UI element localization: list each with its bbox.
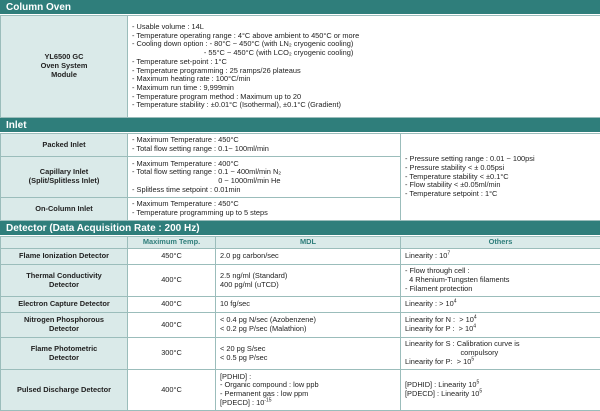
inlet-shared-specs: - Pressure setting range : 0.01 ~ 100psi - Pressure stability < ± 0.05psi - Temperature stability < ±0.1°C - Flow stability < ±0.05ml/min - Temperature setpoint : 1°C (401, 134, 600, 221)
spec-line: - Temperature stability : ±0.01°C (Isothermal), ±0.1°C (Gradient) (132, 101, 596, 110)
detector-temp: 450°C (128, 249, 216, 265)
table-row (1, 313, 600, 338)
detector-table (0, 236, 600, 411)
detector-name: Flame Ionization Detector (1, 249, 128, 265)
spec-line: - Temperature operating range : 4°C above ambient to 450°C or more (132, 32, 596, 41)
detector-heading: Detector (Data Acquisition Rate : 200 Hz) (0, 221, 600, 236)
spec-line: - Usable volume : 14L (132, 23, 596, 32)
column-oven-heading: Column Oven (0, 0, 600, 15)
detector-col-others: Others (401, 237, 600, 249)
table-row (1, 297, 600, 313)
detector-col-name (1, 237, 128, 249)
capillary-inlet-specs: - Maximum Temperature : 400°C - Total flow setting range : 0.1 ~ 400ml/min N₂ 0 ~ 1000ml/min He - Splitless time setpoint : 0.01min (128, 157, 401, 198)
detector-temp: 300°C (128, 338, 216, 370)
detector-name: Thermal Conductivity Detector (1, 265, 128, 297)
detector-col-mdl: MDL (216, 237, 401, 249)
detector-temp: 400°C (128, 313, 216, 338)
spec-line: - Temperature programming : 25 ramps/26 plateaus (132, 67, 596, 76)
detector-name: Electron Capture Detector (1, 297, 128, 313)
detector-temp: 400°C (128, 297, 216, 313)
table-row (1, 338, 600, 370)
spec-line: - Cooling down option : - 80°C ~ 450°C (with LN₂ cryogenic cooling) (132, 40, 596, 49)
on-column-inlet-specs: - Maximum Temperature : 450°C - Temperature programming up to 5 steps (128, 198, 401, 221)
detector-others: Linearity : $10^7$ (401, 249, 600, 265)
spec-line: - Maximum heating rate : 100°C/min (132, 75, 596, 84)
detector-others: Linearity for N : > $10^4$ Linearity for P : > $10^4$ (401, 313, 600, 338)
detector-temp: 400°C (128, 370, 216, 411)
table-row (1, 265, 600, 297)
on-column-inlet-label: On-Column Inlet (1, 198, 128, 221)
detector-mdl: 2.5 ng/ml (Standard) 400 pg/ml (uTCD) (216, 265, 401, 297)
detector-name: Flame Photometric Detector (1, 338, 128, 370)
inlet-table (0, 133, 600, 221)
spec-line: - Temperature set-point : 1°C (132, 58, 596, 67)
detector-temp: 400°C (128, 265, 216, 297)
detector-others: Linearity for S : Calibration curve is compulsory Linearity for P: > $10^5$ (401, 338, 600, 370)
detector-others: [PDHID] : Linearity $10^5$ [PDECD] : Linearity $10^5$ (401, 370, 600, 411)
detector-mdl: 2.0 pg carbon/sec (216, 249, 401, 265)
detector-name: Pulsed Discharge Detector (1, 370, 128, 411)
table-row (1, 249, 600, 265)
spec-line: - Maximum run time : 9,999min (132, 84, 596, 93)
spec-line: - Temperature program method : Maximum up to 20 (132, 93, 596, 102)
detector-others: Linearity : > $10^4$ (401, 297, 600, 313)
detector-name: Nitrogen Phosphorous Detector (1, 313, 128, 338)
detector-mdl: < 20 pg S/sec < 0.5 pg P/sec (216, 338, 401, 370)
table-row (1, 370, 600, 411)
packed-inlet-specs: - Maximum Temperature : 450°C - Total flow setting range : 0.1~ 100ml/min (128, 134, 401, 157)
detector-col-temp: Maximum Temp. (128, 237, 216, 249)
spec-line: - 55°C ~ 450°C (with LCO₂ cryogenic cooling) (132, 49, 596, 58)
detector-mdl: 10 fg/sec (216, 297, 401, 313)
inlet-heading: Inlet (0, 118, 600, 133)
oven-module-label: YL6500 GC Oven System Module (1, 16, 128, 118)
detector-others: - Flow through cell : 4 Rhenium-Tungsten filaments - Filament protection (401, 265, 600, 297)
detector-mdl: < 0.4 pg N/sec (Azobenzene) < 0.2 pg P/sec (Malathion) (216, 313, 401, 338)
column-oven-table (0, 15, 600, 118)
oven-spec-list (128, 16, 600, 118)
packed-inlet-label: Packed Inlet (1, 134, 128, 157)
capillary-inlet-label: Capillary Inlet (Split/Splitless Inlet) (1, 157, 128, 198)
detector-mdl: [PDHID] : - Organic compound : low ppb - Permanent gas : low ppm [PDECD] : $10^{-15}$ (216, 370, 401, 411)
